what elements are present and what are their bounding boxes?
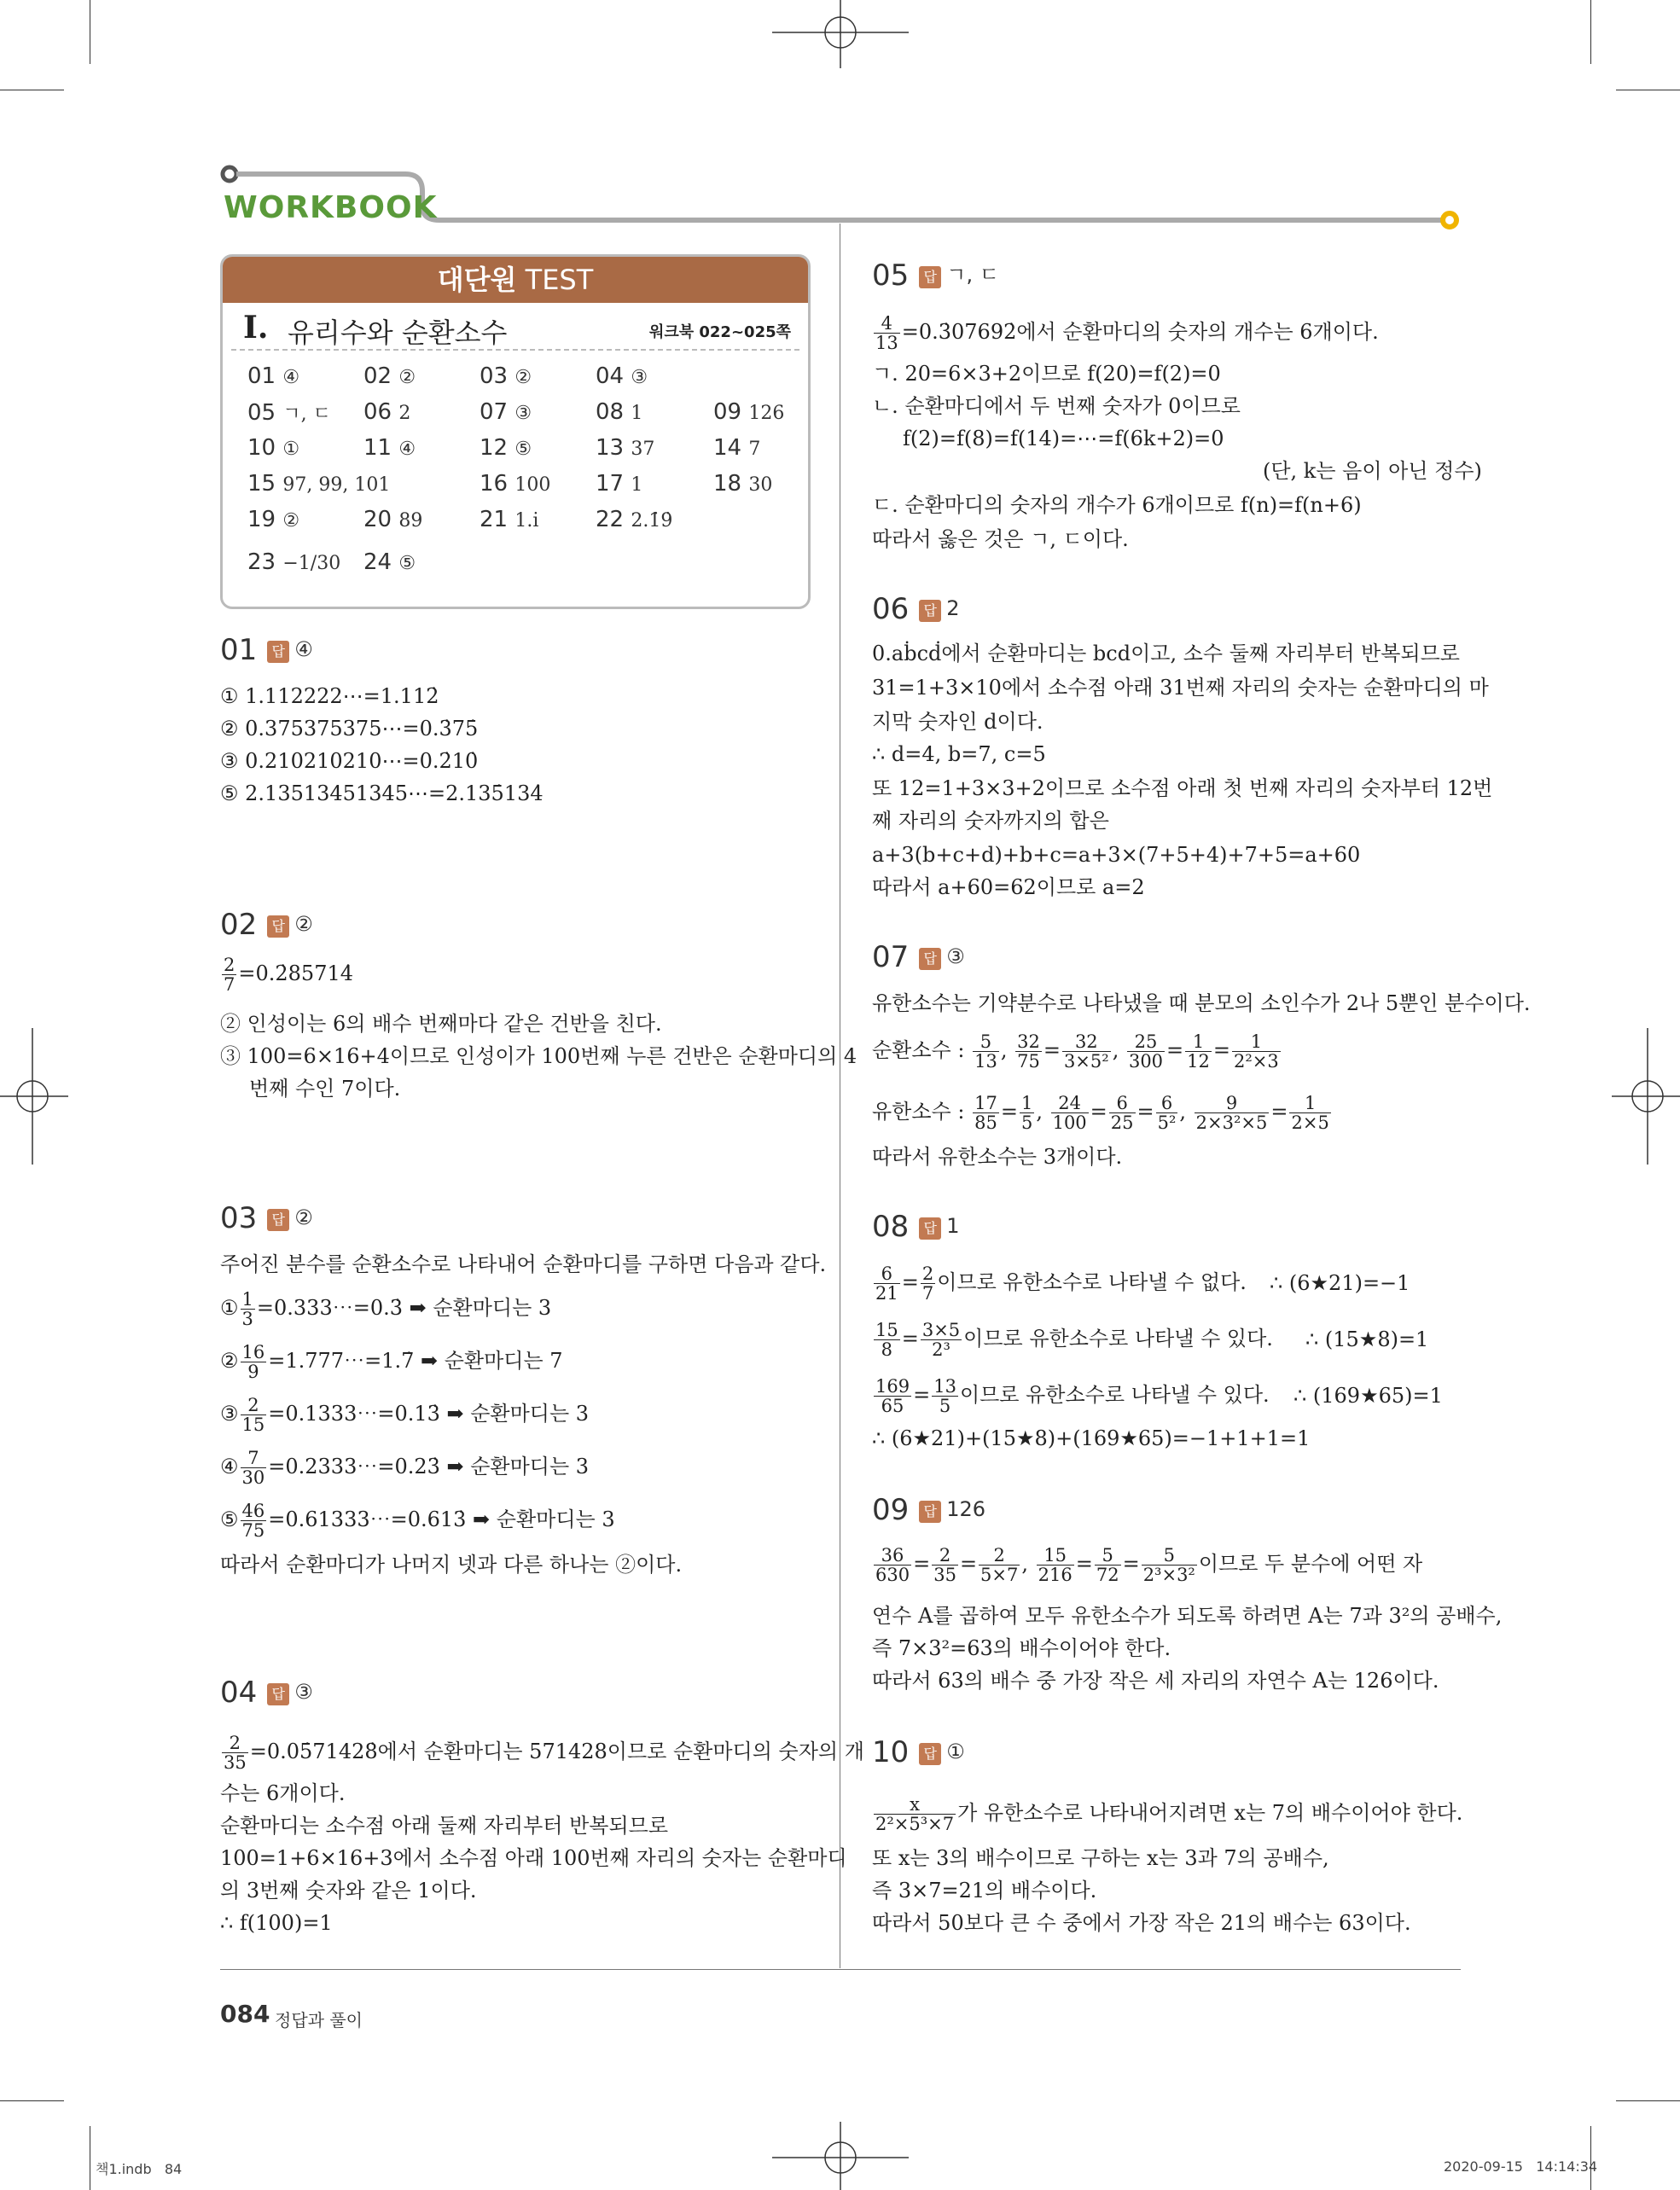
summary-item: 13 37: [596, 435, 655, 461]
summary-item: 05 ㄱ, ㄷ: [247, 400, 331, 426]
fraction: $\frac{1}{2\times 5}$: [1291, 1093, 1329, 1133]
fraction: $\frac{2}{7}$: [224, 955, 235, 995]
question-04-heading: 04 답 ③: [220, 1676, 313, 1710]
summary-item: 21 1.i̇: [480, 507, 539, 532]
solution-line: 따라서 옳은 것은 ㄱ, ㄷ이다.: [872, 527, 1129, 551]
question-03-heading: 03 답 ②: [220, 1201, 313, 1235]
solution-line: ④ $\frac{7}{30}$ =0.2333⋯=0.23̇ ➡ 순환마디는 3: [220, 1448, 590, 1488]
summary-item: 22 2.1̇9̇: [596, 507, 673, 532]
summary-header: [223, 257, 808, 303]
solution-line: 번째 수인 7이다.: [249, 1077, 401, 1101]
solution-line: ⑤ 2.13513451345⋯=2.135̇134̇: [220, 781, 544, 805]
summary-item: 23 −1/30: [247, 549, 341, 575]
fraction: $\frac{1}{3}$: [241, 1289, 253, 1329]
slug-date: 2020-09-15 14:14:34: [1444, 2158, 1598, 2175]
answer-value: 126: [946, 1497, 986, 1521]
fraction: $\frac{2}{35}$: [933, 1545, 956, 1585]
solution-line: ② 인성이는 6의 배수 번째마다 같은 건반을 친다.: [220, 1012, 662, 1036]
fraction: $\frac{24}{100}$: [1052, 1093, 1087, 1133]
solution-line: ㄱ. 20=6×3+2이므로 f(20)=f(2)=0: [872, 362, 1221, 386]
question-06-heading: 06 답 2: [872, 592, 960, 626]
fraction: $\frac{32}{75}$: [1017, 1031, 1040, 1072]
solution-line: ∴ (6★21)+(15★8)+(169★65)=−1+1+1=1: [872, 1426, 1311, 1450]
fraction: $\frac{1}{\text{2²×3}}$: [1234, 1031, 1279, 1072]
answer-value: ①: [946, 1740, 965, 1763]
solution-line: $\frac{x}{\text{2²×5³×7}}$ 가 유한소수로 나타내어지려면 x는 7의 배수이어야 한다.: [875, 1794, 1463, 1834]
solution-line: $\frac{4}{13}$ =0.3̇07692̇에서 순환마디의 숫자의 개수는 6개이다.: [875, 313, 1379, 353]
fraction: $\frac{1}{12}$: [1187, 1031, 1210, 1072]
summary-item: 14 7: [713, 435, 761, 461]
answer-value: ③: [946, 944, 965, 968]
solution-line: ③ 100=6×16+4이므로 인성이가 100번째 누른 건반은 순환마디의 4: [220, 1044, 857, 1068]
question-01-heading: 01 답 ④: [220, 633, 313, 667]
solution-line: 연수 A를 곱하여 모두 유한소수가 되도록 하려면 A는 7과 3²의 공배수,: [872, 1604, 1503, 1628]
answer-value: ㄱ, ㄷ: [946, 263, 999, 287]
summary-item: 20 89: [363, 507, 423, 532]
footer-rule: [220, 1969, 1461, 1970]
solution-line: 의 3번째 숫자와 같은 1이다.: [220, 1879, 477, 1902]
question-05-heading: 05 답 ㄱ, ㄷ: [872, 259, 999, 293]
answer-badge: 답: [919, 1217, 941, 1240]
fraction: $\frac{15}{216}$: [1038, 1545, 1073, 1585]
registration-mark: [768, 0, 913, 68]
fraction: $\frac{36}{630}$: [875, 1545, 910, 1585]
solution-line: ② 0.375375375⋯=0.3̇75̇: [220, 717, 479, 741]
solution-line: 따라서 순환마디가 나머지 넷과 다른 하나는 ②이다.: [220, 1553, 683, 1577]
solution-line: 수는 6개이다.: [220, 1781, 346, 1805]
summary-item: 16 100: [480, 471, 551, 497]
fraction: $\frac{2}{7}$: [921, 1263, 934, 1304]
fraction: $\frac{3\times 5}{\text{2³}}$: [921, 1320, 961, 1360]
summary-item: 04 ③: [596, 363, 648, 389]
slug-file: 책1.indb 84: [96, 2161, 183, 2177]
solution-line: 주어진 분수를 순환소수로 나타내어 순환마디를 구하면 다음과 같다.: [220, 1252, 827, 1276]
solution-line: ∴ (169★65)=1: [1293, 1384, 1443, 1408]
solution-line: 따라서 63의 배수 중 가장 작은 세 자리의 자연수 A는 126이다.: [872, 1669, 1439, 1693]
summary-item: 08 1: [596, 399, 643, 425]
solution-line: f(2)=f(8)=f(14)=⋯=f(6k+2)=0: [903, 427, 1224, 450]
fraction: $\frac{15}{8}$: [875, 1320, 898, 1360]
answer-badge: 답: [267, 915, 289, 938]
question-10-heading: 10 답 ①: [872, 1735, 965, 1769]
summary-title-prefix: 대단원: [437, 264, 517, 296]
summary-item: 24 ⑤: [363, 549, 416, 575]
fraction: $\frac{6}{21}$: [875, 1263, 898, 1304]
answer-value: 2: [946, 596, 960, 620]
solution-line: 순환소수 : $\frac{5}{13}$ , $\frac{32}{75}$ = $\frac{32}{\text{3×5²}}$ , $\frac{25}{300}$ = $\frac{1}{12}$ = $\frac{1}{\text{2²×3}}$: [872, 1031, 1279, 1072]
solution-line: 순환마디는 소수점 아래 둘째 자리부터 반복되므로: [220, 1814, 669, 1838]
fraction: $\frac{25}{300}$: [1128, 1031, 1164, 1072]
fraction: $\frac{2}{15}$: [241, 1395, 265, 1435]
summary-item: 10 ①: [247, 435, 300, 461]
solution-line: (단, k는 음이 아닌 정수): [1263, 459, 1482, 483]
solution-line: 따라서 50보다 큰 수 중에서 가장 작은 21의 배수는 63이다.: [872, 1911, 1411, 1935]
fraction: $\frac{17}{85}$: [974, 1093, 997, 1133]
answer-value: 1: [946, 1214, 960, 1238]
summary-item: 01 ④: [247, 363, 300, 389]
solution-line: 따라서 a+60=62이므로 a=2: [872, 875, 1145, 899]
solution-line: 따라서 유한소수는 3개이다.: [872, 1145, 1123, 1169]
question-09-heading: 09 답 126: [872, 1493, 986, 1527]
solution-line: $\frac{2}{35}$ =0.05̇71428̇에서 순환마디는 571428이므로 순환마디의 숫자의 개: [224, 1733, 864, 1773]
solution-line: ∴ d=4, b=7, c=5: [872, 742, 1046, 766]
answer-badge: 답: [919, 1501, 941, 1523]
brand-workbook: WORKBOOK: [224, 190, 438, 225]
answer-value: ③: [294, 1680, 313, 1704]
fraction: $\frac{46}{75}$: [241, 1501, 265, 1541]
registration-mark: [1612, 1024, 1680, 1169]
fraction: $\frac{x}{\text{2²×5³×7}}$: [875, 1794, 955, 1834]
fraction: $\frac{5}{\text{2³×3²}}$: [1142, 1545, 1195, 1585]
solution-line: ① 1.112222⋯=1.112̇: [220, 684, 439, 708]
answer-badge: 답: [267, 641, 289, 663]
answer-badge: 답: [919, 948, 941, 970]
solution-line: ∴ (15★8)=1: [1305, 1327, 1429, 1351]
summary-title-suffix: TEST: [525, 264, 594, 296]
registration-mark: [0, 1024, 68, 1169]
solution-line: 즉 3×7=21의 배수이다.: [872, 1879, 1097, 1902]
summary-item: 11 ④: [363, 435, 416, 461]
page-label: 정답과 풀이: [275, 2010, 363, 2030]
solution-line: ∴ (6★21)=−1: [1270, 1271, 1410, 1295]
answer-value: ②: [294, 912, 313, 936]
summary-item: 18 30: [713, 471, 773, 497]
fraction: $\frac{6}{25}$: [1110, 1093, 1134, 1133]
solution-line: $\frac{6}{21}$ = $\frac{2}{7}$ 이므로 유한소수로 나타낼 수 없다.: [875, 1263, 1247, 1304]
solution-line: 즉 7×3²=63의 배수이어야 한다.: [872, 1636, 1171, 1660]
page-ref: 워크북 022~025쪽: [648, 323, 791, 341]
fraction: $\frac{5}{72}$: [1096, 1545, 1119, 1585]
fraction: $\frac{1}{5}$: [1020, 1093, 1033, 1133]
fraction: $\frac{6}{\text{5²}}$: [1157, 1093, 1177, 1133]
fraction: $\frac{2}{35}$: [224, 1733, 247, 1773]
crop-mark: [1616, 2100, 1680, 2101]
fraction: $\frac{5}{13}$: [974, 1031, 997, 1072]
chapter-title: 유리수와 순환소수: [288, 317, 508, 349]
fraction: $\frac{32}{\text{3×5²}}$: [1063, 1031, 1109, 1072]
question-08-heading: 08 답 1: [872, 1210, 960, 1244]
solution-line: $\frac{169}{65}$ = $\frac{13}{5}$ 이므로 유한소수로 나타낼 수 있다.: [875, 1376, 1270, 1416]
solution-line: 또 x는 3의 배수이므로 구하는 x는 3과 7의 공배수,: [872, 1846, 1329, 1870]
solution-line: 31=1+3×10에서 소수점 아래 31번째 자리의 숫자는 순환마디의 마: [872, 676, 1489, 700]
solution-line: ∴ f(100)=1: [220, 1911, 333, 1935]
solution-line: $\frac{36}{630}$ = $\frac{2}{35}$ = $\frac{2}{5\times 7}$ , $\frac{15}{216}$ = $\frac{5}{72}$ = $\frac{5}{\text{2³×3²}}$ 이므로 두 분수에 어떤 자: [875, 1545, 1423, 1585]
solution-line: 100=1+6×16+3에서 소수점 아래 100번째 자리의 숫자는 순환마디: [220, 1846, 847, 1870]
solution-line: 또 12=1+3×3+2이므로 소수점 아래 첫 번째 자리의 숫자부터 12번: [872, 776, 1493, 800]
fraction: $\frac{9}{\text{2×3²×5}}$: [1195, 1093, 1268, 1133]
question-07-heading: 07 답 ③: [872, 940, 965, 974]
crop-mark: [1590, 0, 1591, 64]
solution-line: 유한소수는 기약분수로 나타냈을 때 분모의 소인수가 2나 5뿐인 분수이다.: [872, 991, 1531, 1015]
summary-item: 17 1: [596, 471, 643, 497]
summary-item: 15 97, 99, 101: [247, 471, 391, 497]
fraction: $\frac{169}{65}$: [875, 1376, 910, 1416]
solution-line: 지막 숫자인 d이다.: [872, 710, 1043, 734]
fraction: $\frac{4}{13}$: [875, 313, 898, 353]
answer-badge: 답: [919, 600, 941, 622]
answer-value: ②: [294, 1205, 313, 1229]
solution-line: ③ 0.210210210⋯=0.2̇10̇: [220, 749, 479, 773]
answer-badge: 답: [267, 1683, 289, 1705]
fraction: $\frac{2}{5\times 7}$: [980, 1545, 1019, 1585]
solution-line: ㄷ. 순환마디의 숫자의 개수가 6개이므로 f(n)=f(n+6): [872, 493, 1362, 517]
fraction: $\frac{13}{5}$: [933, 1376, 956, 1416]
solution-line: $\frac{15}{8}$ = $\frac{3\times 5}{\text{2³}}$ 이므로 유한소수로 나타낼 수 있다.: [875, 1320, 1273, 1360]
solution-line: 유한소수 : $\frac{17}{85}$ = $\frac{1}{5}$ , $\frac{24}{100}$ = $\frac{6}{25}$ = $\frac{6}{\text{5²}}$ , $\frac{9}{\text{2×3²×5}}$ = $\frac{1}{2\times 5}$: [872, 1093, 1329, 1133]
solution-line: a+3(b+c+d)+b+c=a+3×(7+5+4)+7+5=a+60: [872, 843, 1361, 867]
fraction: $\frac{16}{9}$: [241, 1342, 265, 1382]
answer-badge: 답: [267, 1209, 289, 1231]
solution-line: 째 자리의 숫자까지의 합은: [872, 809, 1109, 833]
page-number: 084: [220, 2000, 270, 2028]
question-02-heading: 02 답 ②: [220, 908, 313, 942]
answer-value: ④: [294, 637, 313, 661]
fraction: $\frac{7}{30}$: [241, 1448, 265, 1488]
summary-item: 09 126: [713, 399, 785, 425]
chapter-num: I.: [243, 310, 269, 346]
summary-item: 07 ③: [480, 399, 532, 425]
summary-item: 02 ②: [363, 363, 416, 389]
solution-line: ㄴ. 순환마디에서 두 번째 숫자가 0이므로: [872, 394, 1241, 418]
summary-item: 19 ②: [247, 507, 300, 532]
solution-line: ② $\frac{16}{9}$ =1.777⋯=1.7̇ ➡ 순환마디는 7: [220, 1342, 563, 1382]
crop-mark: [0, 2100, 64, 2101]
summary-item: 06 2: [363, 399, 411, 425]
solution-line: ⑤ $\frac{46}{75}$ =0.61333⋯=0.613̇ ➡ 순환마디는 3: [220, 1501, 615, 1541]
answer-badge: 답: [919, 266, 941, 288]
summary-item: 03 ②: [480, 363, 532, 389]
solution-line: ① $\frac{1}{3}$ =0.333⋯=0.3̇ ➡ 순환마디는 3: [220, 1289, 552, 1329]
solution-line: ③ $\frac{2}{15}$ =0.1333⋯=0.13̇ ➡ 순환마디는 3: [220, 1395, 590, 1435]
registration-mark: [768, 2122, 913, 2190]
answer-badge: 답: [919, 1743, 941, 1765]
solution-line: $\frac{2}{7}$ =0.2̇85714̇: [224, 955, 353, 995]
summary-item: 12 ⑤: [480, 435, 532, 461]
solution-line: 0.aḃcḋ에서 순환마디는 bcd이고, 소수 둘째 자리부터 반복되므로: [872, 642, 1460, 665]
